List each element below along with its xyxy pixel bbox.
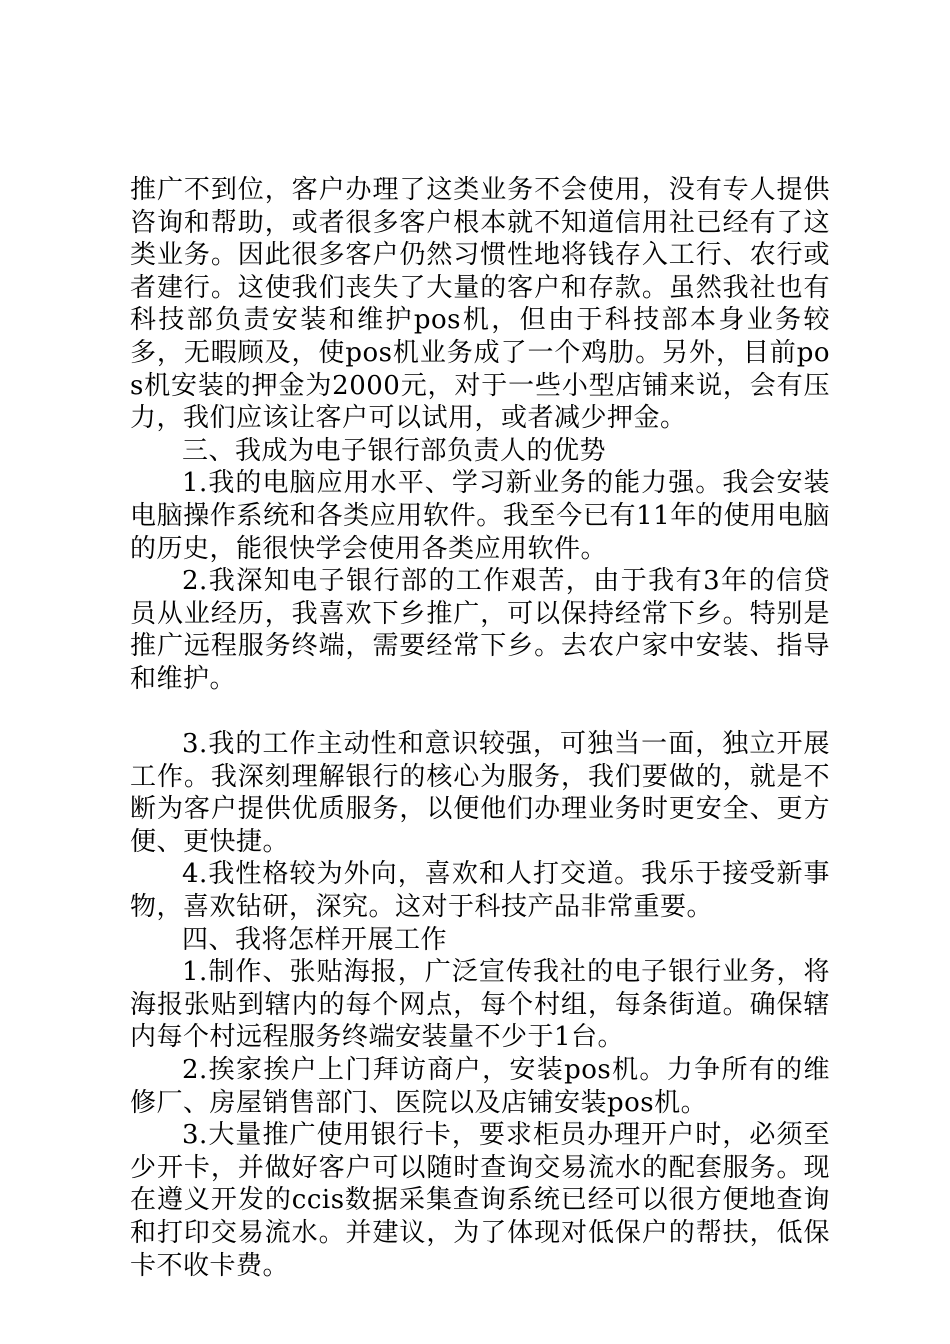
paragraph-plan-3: 3.大量推广使用银行卡，要求柜员办理开户时，必须至少开卡，并做好客户可以随时查询交易流水的配套服务。现在遵义开发的ccis数据采集查询系统已经可以很方便地查询和打印交易流水。并建议，为了体现对低保户的帮扶，低保卡不收卡费。	[130, 1120, 830, 1281]
paragraph-plan-1: 1.制作、张贴海报，广泛宣传我社的电子银行业务，将海报张贴到辖内的每个网点，每个村组，每条街道。确保辖内每个村远程服务终端安装量不少于1台。	[130, 957, 830, 1053]
paragraph-advantage-2: 2.我深知电子银行部的工作艰苦，由于我有3年的信贷员从业经历，我喜欢下乡推广，可以保持经常下乡。特别是推广远程服务终端，需要经常下乡。去农户家中安装、指导和维护。	[130, 566, 830, 694]
paragraph-plan-2: 2.挨家挨户上门拜访商户，安装pos机。力争所有的维修厂、房屋销售部门、医院以及店铺安装pos机。	[130, 1055, 830, 1118]
paragraph-advantage-1: 1.我的电脑应用水平、学习新业务的能力强。我会安装电脑操作系统和各类应用软件。我至今已有11年的使用电脑的历史，能很快学会使用各类应用软件。	[130, 468, 830, 564]
document-body	[130, 174, 830, 1282]
paragraph-advantage-4: 4.我性格较为外向，喜欢和人打交道。我乐于接受新事物，喜欢钻研，深究。这对于科技产品非常重要。	[130, 859, 830, 923]
blank-line	[130, 696, 830, 729]
paragraph-advantage-3: 3.我的工作主动性和意识较强，可独当一面，独立开展工作。我深刻理解银行的核心为服务，我们要做的，就是不断为客户提供优质服务，以便他们办理业务时更安全、更方便、更快捷。	[130, 729, 830, 857]
section-heading-advantages: 三、我成为电子银行部负责人的优势	[182, 435, 607, 466]
paragraph-continuation: 推广不到位，客户办理了这类业务不会使用，没有专人提供咨询和帮助，或者很多客户根本就不知道信用社已经有了这类业务。因此很多客户仍然习惯性地将钱存入工行、农行或者建行。这使我们丧失了大量的客户和存款。虽然我社也有科技部负责安装和维护pos机，但由于科技部本身业务较多，无暇顾及，使pos机业务成了一个鸡肋。另外，目前pos机安装的押金为2000元，对于一些小型店铺来说，会有压力，我们应该让客户可以试用，或者减少押金。	[130, 175, 830, 434]
section-heading-plan: 四、我将怎样开展工作	[182, 924, 448, 955]
